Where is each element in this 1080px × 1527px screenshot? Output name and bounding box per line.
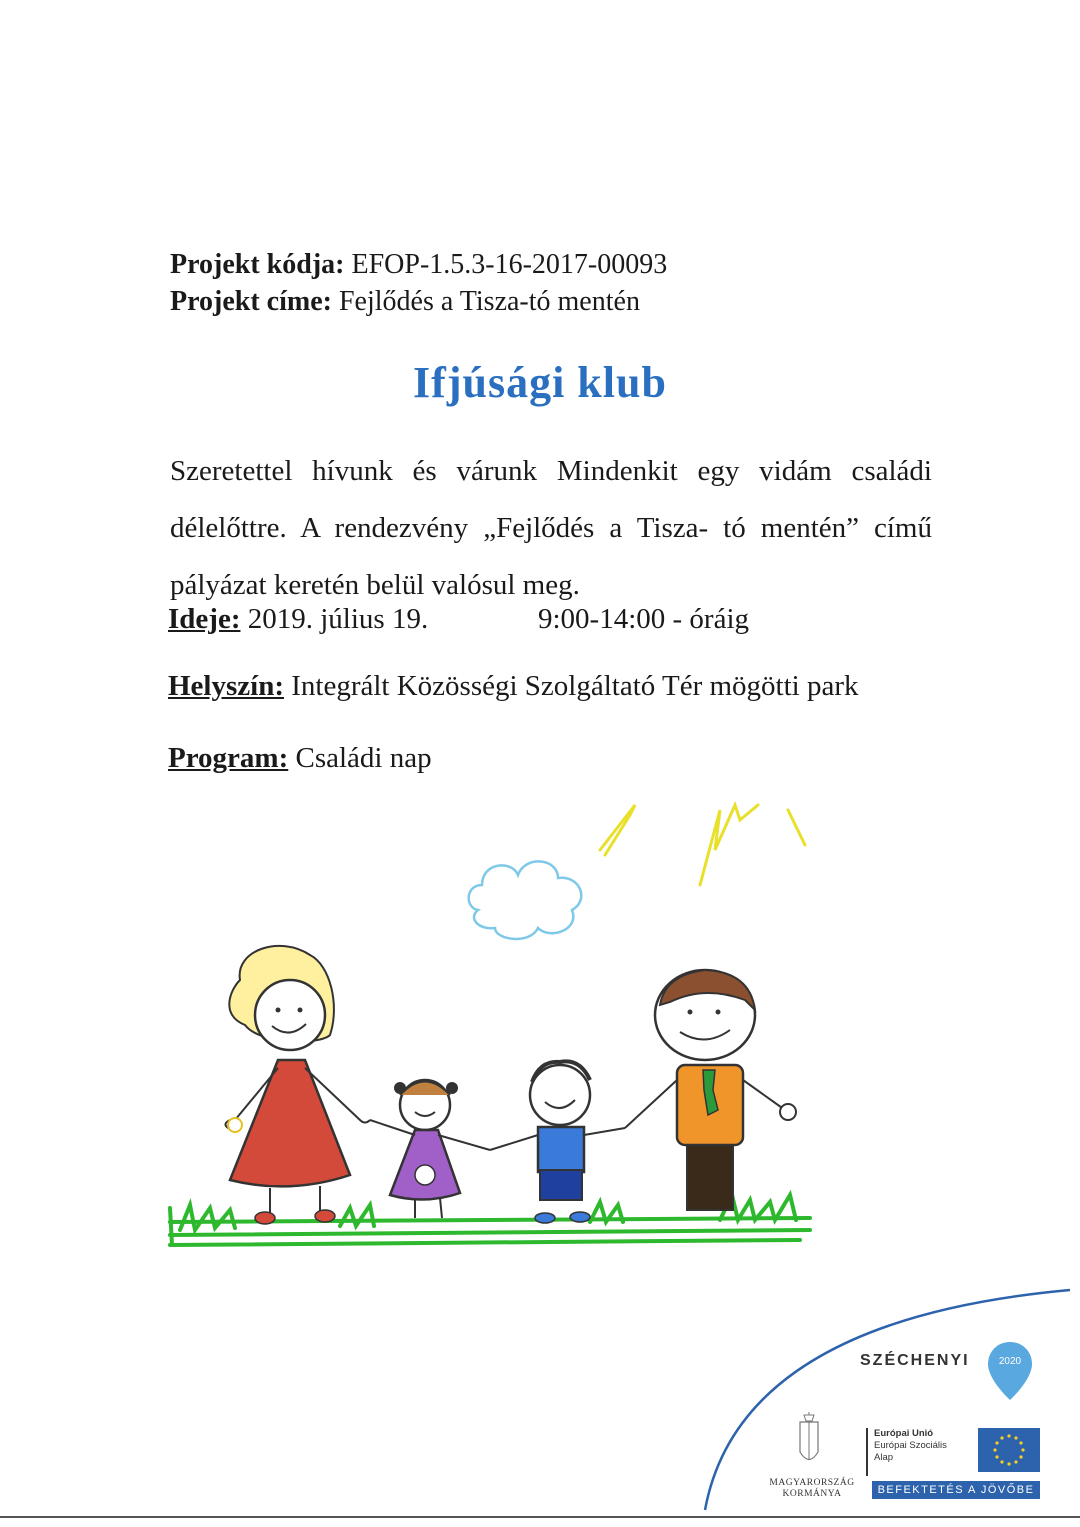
szechenyi-year: 2020	[998, 1356, 1022, 1367]
cloud	[469, 861, 582, 939]
program-line	[168, 742, 432, 775]
boy-figure	[490, 1061, 625, 1223]
eu-fund-label	[866, 1428, 954, 1476]
mother-figure	[225, 946, 370, 1224]
project-code-line	[170, 248, 667, 282]
eu-line1: Európai Unió	[874, 1428, 934, 1439]
date-label: Ideje:	[168, 603, 241, 635]
girl-figure	[370, 1080, 490, 1218]
location-pin-icon	[985, 1340, 1035, 1402]
project-title-line	[170, 285, 640, 319]
place-line	[168, 670, 859, 703]
date-value: 2019. július 19.	[247, 603, 429, 635]
father-figure	[625, 970, 796, 1210]
eu-line3: Alap	[874, 1452, 894, 1463]
project-title-value: Fejlődés a Tisza-tó mentén	[338, 286, 640, 317]
government-name	[758, 1478, 866, 1500]
scan-edge-line	[0, 1516, 1080, 1518]
eu-slogan: BEFEKTETÉS A JÖVŐBE	[872, 1481, 1040, 1499]
szechenyi-logo-text: SZÉCHENYI	[860, 1352, 970, 1369]
government-line2: KORMÁNYA	[782, 1489, 842, 1499]
coat-of-arms-icon	[790, 1412, 828, 1472]
government-line1: MAGYARORSZÁG	[769, 1478, 855, 1488]
project-code-value: EFOP-1.5.3-16-2017-00093	[351, 249, 668, 280]
date-line	[168, 603, 428, 636]
program-label: Program:	[168, 742, 289, 774]
place-label: Helyszín:	[168, 670, 284, 702]
project-title-label: Projekt címe:	[170, 286, 332, 317]
eu-line2: Európai Szociális	[874, 1440, 947, 1451]
family-drawing	[160, 790, 820, 1260]
eu-flag-icon	[978, 1428, 1040, 1472]
place-value: Integrált Közösségi Szolgáltató Tér mögötti park	[291, 670, 859, 702]
sun-rays	[600, 805, 805, 885]
page-title: Ifjúsági klub	[413, 358, 667, 407]
time-value: 9:00-14:00 - óráig	[538, 603, 750, 635]
intro-paragraph: Szeretettel hívunk és várunk Mindenkit egy vidám családi délelőttre. A rendezvény „Fejlődés a Tisza- tó mentén” című pályázat keretén belül valósul meg.	[170, 455, 932, 601]
program-value: Családi nap	[295, 742, 432, 774]
project-code-label: Projekt kódja:	[170, 249, 345, 280]
